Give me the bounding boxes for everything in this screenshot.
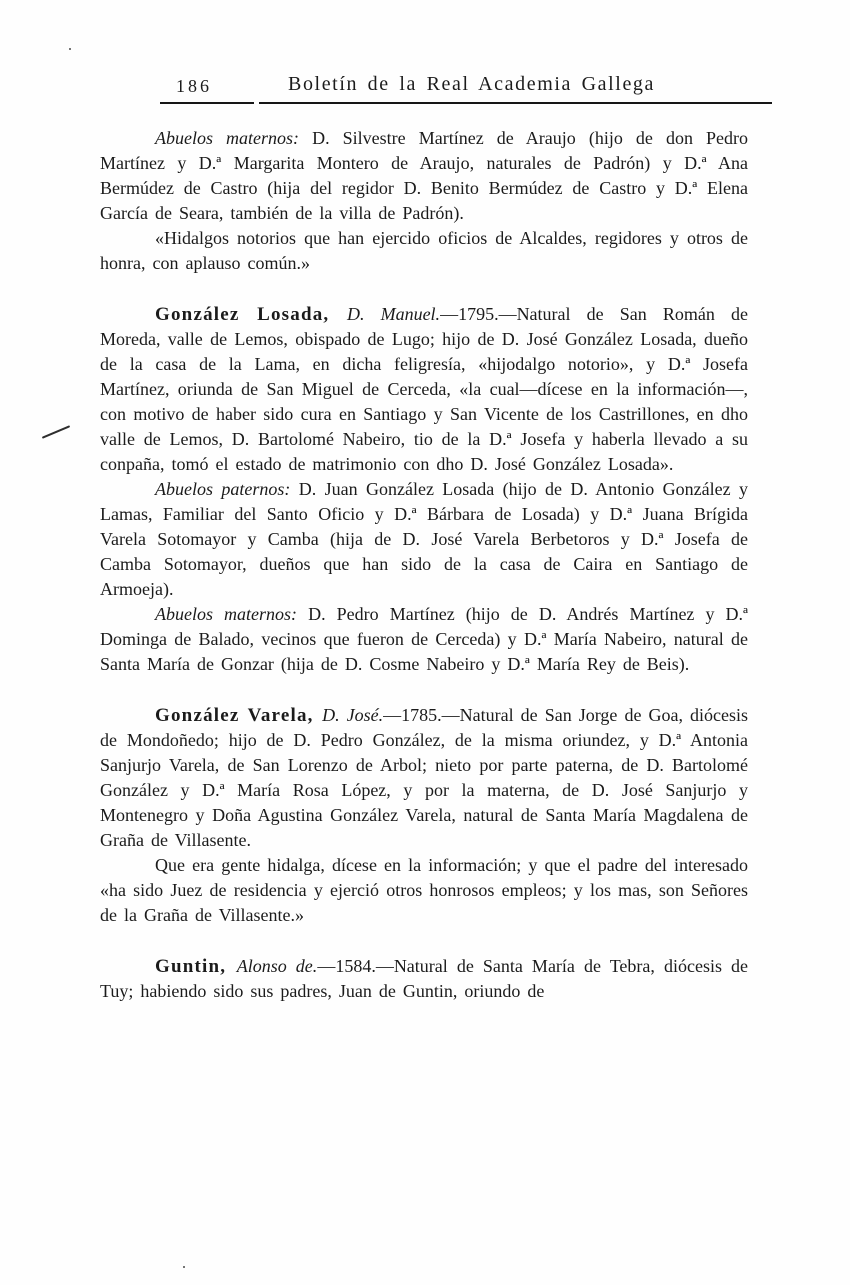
header-rule-left (160, 102, 254, 104)
entry-gonzalez-varela (100, 703, 748, 853)
text-run-bold: González Varela, (155, 705, 323, 726)
text-run-plain: —1795.—Natural de San Román de Moreda, valle de Lemos, obispado de Lugo; hijo de D. José González Losada, dueño de la casa de la Lama, en dicha feligresía, «hijodalgo notorio», y D.ª Josefa Martínez, oriunda de San Miguel de Cerceda, «la cual—dícese en la información—, con motivo de haber sido cura en Santiago y San Vicente de los Castrillones, en dho valle de Lemos, D. Bartolomé Nabeiro, tio de la D.ª Josefa y haberla llevado a su conpaña, tomó el estado de matrimonio con dho D. José González Losada». (100, 304, 748, 474)
text-run-plain: D. Juan González Losada (hijo de D. Antonio González y Lamas, Familiar del Santo Oficio y D.ª Bárbara de Losada) y D.ª Juana Brígida Varela Sotomayor y Camba (hija de D. José Varela Berbetoros y D.ª Josefa de Camba Sotomayor, dueños que han sido de la casa de Caira en Santiago de Armoeja). (100, 479, 748, 599)
text-block (100, 126, 748, 1004)
text-run-italic: Alonso de. (236, 956, 318, 976)
header-rule-right (259, 102, 772, 104)
text-run-plain: —1785.—Natural de San Jorge de Goa, diócesis de Mondoñedo; hijo de D. Pedro González, de la misma oriundez, y D.ª Antonia Sanjurjo Varela, de San Lorenzo de Arbol; nieto por parte paterna, de D. Bartolomé González y D.ª María Rosa López, y por la materna, de D. José Sanjurjo y Montenegro y Doña Agustina González Varela, natural de Santa María Magdalena de Graña de Villasente. (100, 705, 749, 850)
text-run-italic: D. José. (322, 705, 384, 725)
paragraph-que-era-gente-hidalga (100, 853, 748, 928)
text-run-plain: D. Silvestre Martínez de Araujo (hijo de don Pedro Martínez y D.ª Margarita Montero de Araujo, naturales de Padrón) y D.ª Ana Bermúdez de Castro (hija del regidor D. Benito Bermúdez de Castro y D.ª Elena García de Seara, también de la villa de Padrón). (100, 128, 749, 223)
paragraph-abuelos-maternos-araujo (100, 126, 748, 226)
page-number: 186 (176, 76, 212, 96)
entry-guntin (100, 954, 748, 1004)
journal-title: Boletín de la Real Academia Gallega (288, 73, 655, 95)
paragraph-abuelos-maternos-losada (100, 602, 748, 677)
text-run-italic: D. Manuel. (346, 304, 441, 324)
pencil-slash-mark (42, 425, 70, 439)
text-run-bold: González Losada, (155, 304, 347, 325)
entry-gonzalez-losada (100, 302, 748, 477)
text-run-italic: Abuelos maternos: (155, 604, 309, 624)
scan-speckle (69, 48, 71, 50)
text-run-plain: Que era gente hidalga, dícese en la información; y que el padre del interesado «ha sido Juez de residencia y ejerció otros honrosos empleos; y los mas, son Señores de la Graña de Villasente.» (100, 855, 748, 925)
text-run-plain: D. Pedro Martínez (hijo de D. Andrés Martínez y D.ª Dominga de Balado, vecinos que fueron de Cerceda) y D.ª María Nabeiro, natural de Santa María de Gonzar (hija de D. Cosme Nabeiro y D.ª María Rey de Beis). (100, 604, 749, 674)
paragraph-quote-hidalgos-notorios (100, 226, 748, 276)
paragraph-abuelos-paternos-losada (100, 477, 748, 602)
text-run-plain: «Hidalgos notorios que han ejercido oficios de Alcaldes, regidores y otros de honra, con aplauso común.» (100, 228, 748, 273)
text-run-bold: Guntin, (155, 956, 237, 977)
text-run-plain: —1584.—Natural de Santa María de Tebra, diócesis de Tuy; habiendo sido sus padres, Juan de Guntin, oriundo de (100, 956, 748, 1001)
text-run-italic: Abuelos paternos: (155, 479, 299, 499)
text-run-italic: Abuelos maternos: (155, 128, 313, 148)
scan-speckle (183, 1266, 185, 1268)
